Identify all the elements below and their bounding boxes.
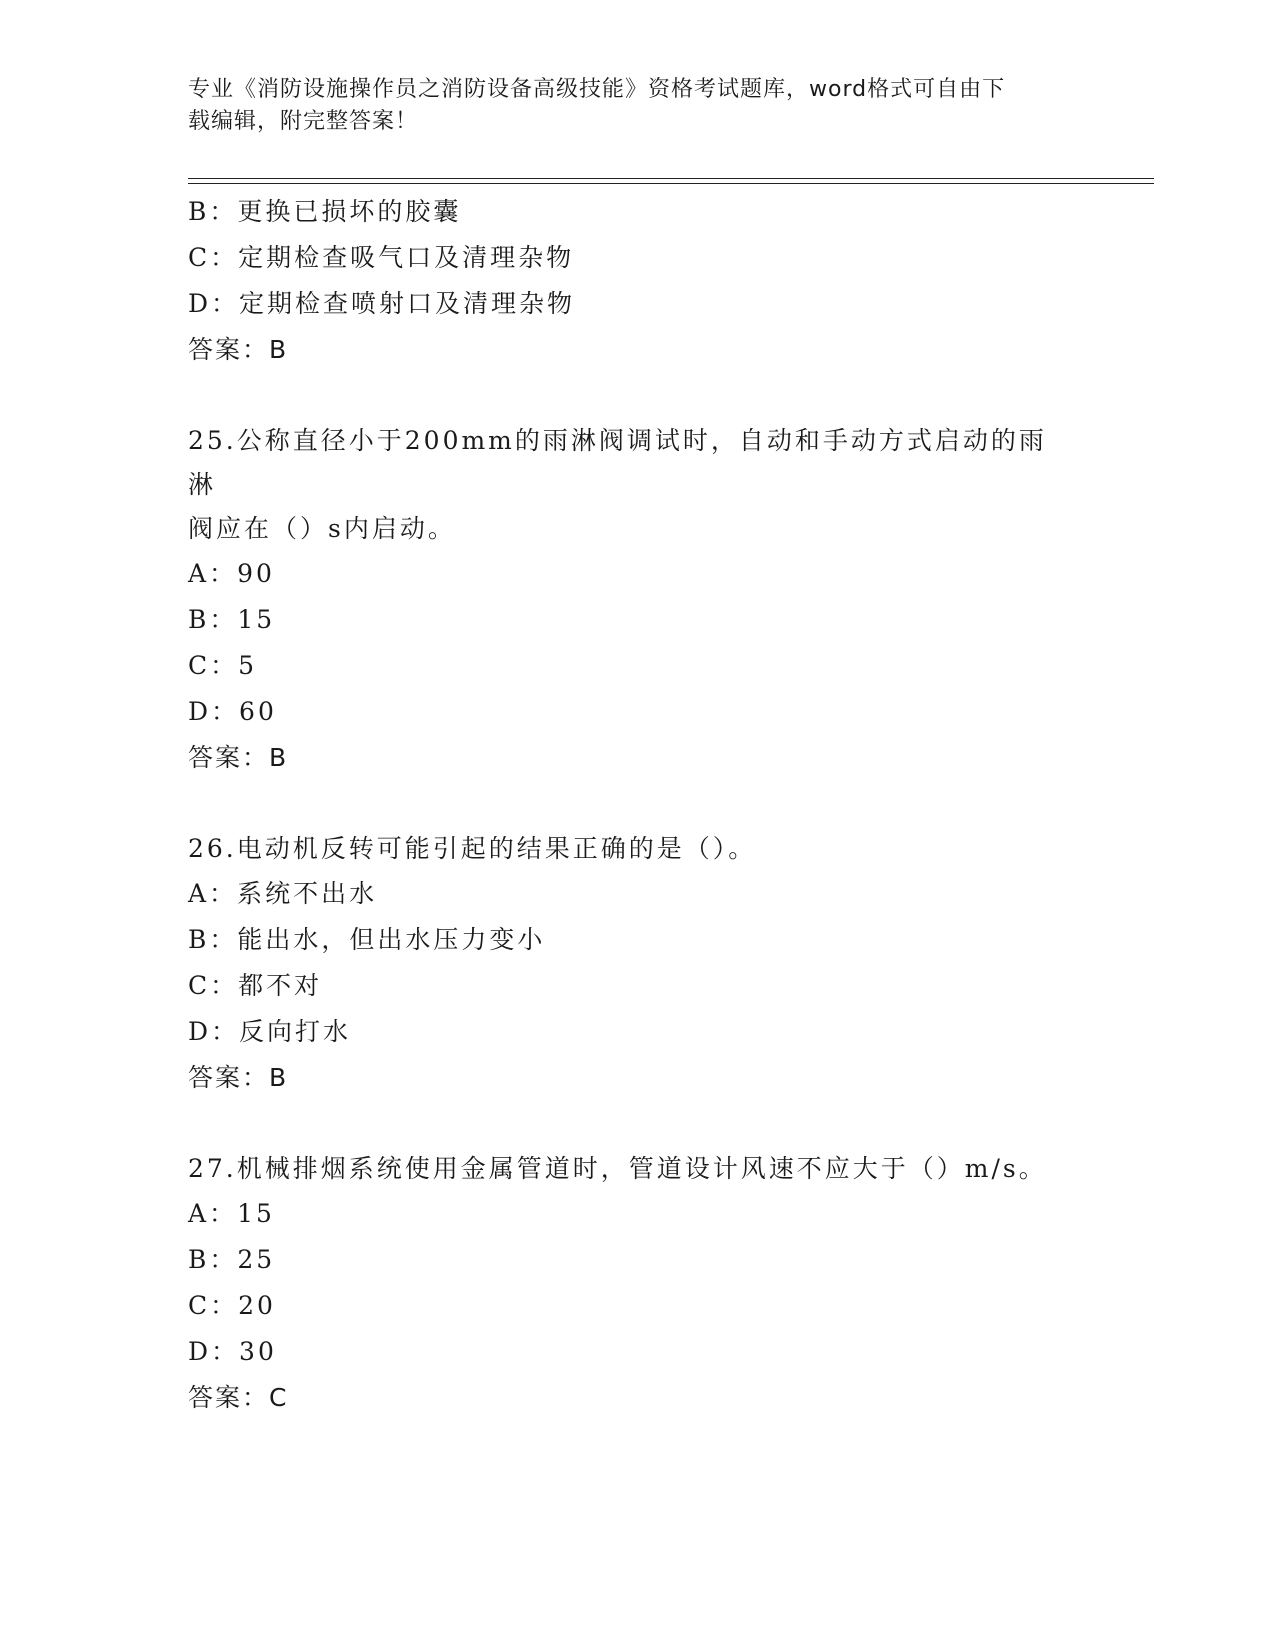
question-stem-line-1: 25.公称直径小于200mm的雨淋阀调试时，自动和手动方式启动的雨淋 (188, 426, 1047, 499)
option-d: D：定期检查喷射口及清理杂物 (188, 289, 576, 318)
question-25 (188, 419, 1088, 781)
answer: 答案：B (188, 335, 289, 364)
option-d: D：30 (188, 1337, 277, 1366)
question-stem-line-1: 26.电动机反转可能引起的结果正确的是（）。 (188, 834, 757, 863)
option-c: C：20 (188, 1291, 276, 1320)
question-stem (188, 1147, 1068, 1191)
answer: 答案：C (188, 1383, 289, 1412)
question-stem-line-1: 27.机械排烟系统使用金属管道时，管道设计风速不应大于（）m/s。 (188, 1154, 1047, 1183)
option-d: D：60 (188, 697, 277, 726)
option-c: C：都不对 (188, 971, 323, 1000)
option-d: D：反向打水 (188, 1017, 352, 1046)
question-24-continued (188, 189, 1088, 373)
option-c: C：5 (188, 651, 258, 680)
question-26 (188, 827, 1088, 1101)
question-27 (188, 1147, 1088, 1421)
option-b: B：更换已损坏的胶囊 (188, 197, 462, 226)
header-divider-top (188, 178, 1154, 179)
answer: 答案：B (188, 1063, 289, 1092)
header-divider-bottom (188, 183, 1154, 184)
option-a: A：15 (188, 1199, 275, 1228)
question-stem-line-2: 阀应在（）s内启动。 (188, 514, 456, 543)
option-b: B：25 (188, 1245, 276, 1274)
question-list (188, 189, 1088, 1421)
header-line-1: 专业《消防设施操作员之消防设备高级技能》资格考试题库，word格式可自由下 (188, 77, 1006, 102)
question-stem (188, 827, 1068, 871)
option-b: B：能出水，但出水压力变小 (188, 925, 546, 954)
header-line-2: 载编辑，附完整答案！ (188, 109, 419, 134)
option-a: A：90 (188, 559, 275, 588)
option-c: C：定期检查吸气口及清理杂物 (188, 243, 575, 272)
document-header (188, 74, 1068, 138)
answer: 答案：B (188, 743, 289, 772)
option-b: B：15 (188, 605, 276, 634)
question-stem (188, 419, 1068, 551)
option-a: A：系统不出水 (188, 879, 378, 908)
